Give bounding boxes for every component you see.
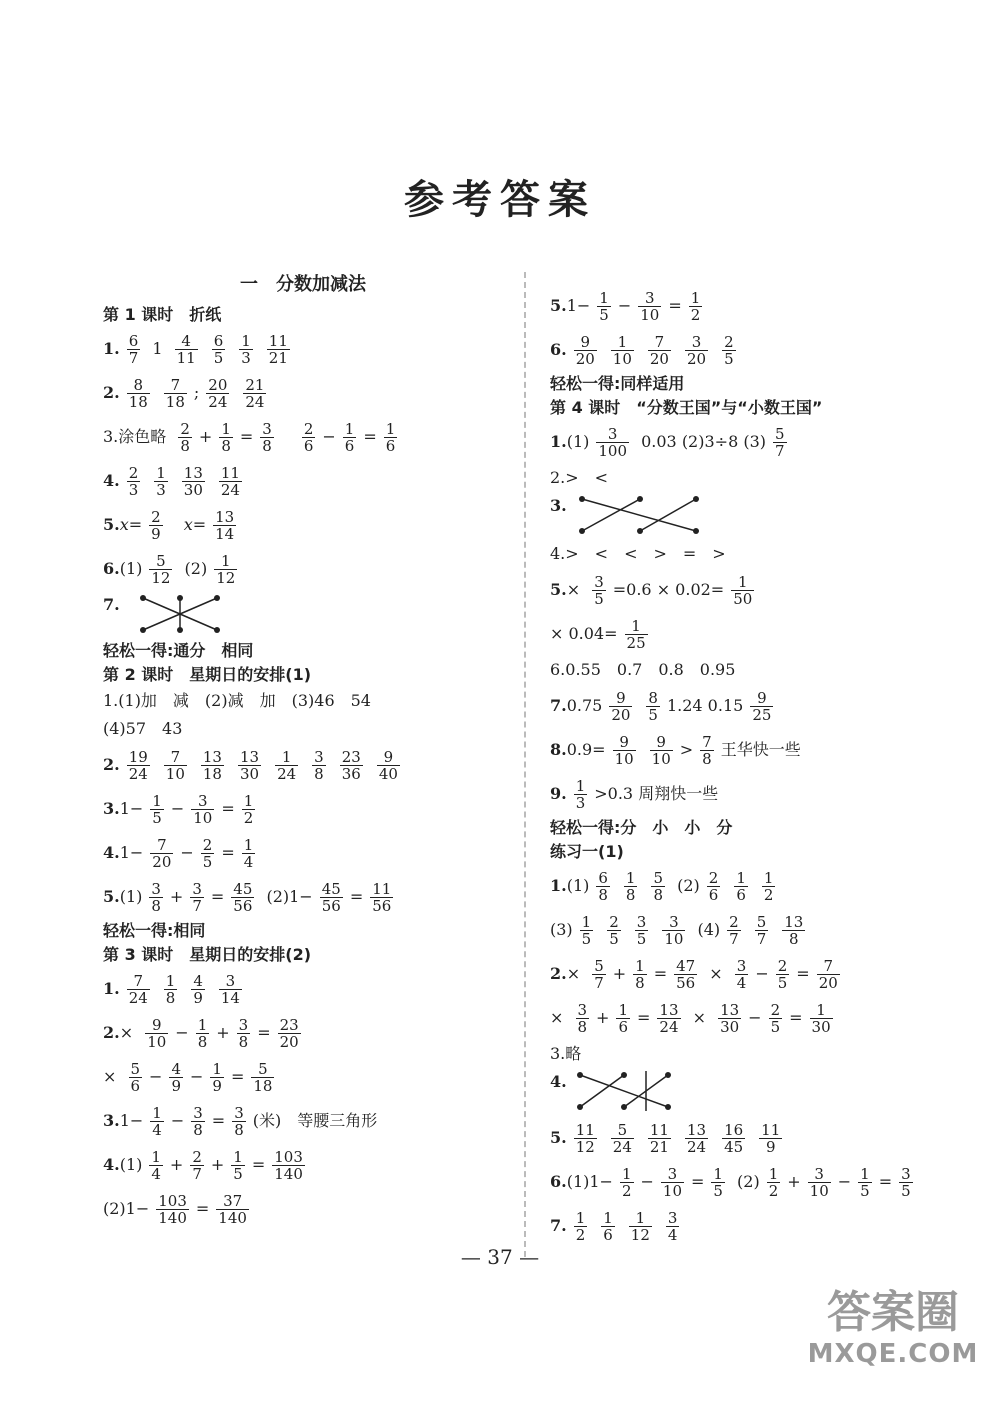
answer-line: 7.0.75 $\frac{9}{20}$ $\frac{8}{5}$ 1.24 0.15 $\frac{9}{25}$ [550,689,772,724]
practice-1-heading: 练习一(1) [550,842,624,861]
answer-line: 5.(1) $\frac{3}{8}$ + $\frac{3}{7}$ = $\frac{45}{56}$ (2)1− $\frac{45}{56}$ = $\frac{11}{56}$ [103,880,392,915]
answer-line: 3.1− $\frac{1}{5}$ − $\frac{3}{10}$ = $\frac{1}{2}$ [103,792,254,827]
answer-line: 8.0.9= $\frac{9}{10}$ $\frac{9}{10}$ > $\frac{7}{8}$ 王华快一些 [550,733,801,768]
answer-line: × 0.04= $\frac{1}{25}$ [550,617,646,652]
answer-text: 周翔快一些 [638,784,719,803]
answer-text: (米) 等腰三角形 [252,1111,378,1130]
answer-line: 6.(1) $\frac{5}{12}$ (2) $\frac{1}{12}$ [103,552,236,587]
lesson-4-heading: 第 4 课时 “分数王国”与“小数王国” [550,398,823,417]
page-title: 参考答案 [404,176,596,223]
watermark-bottom: MXQE.COM [807,1339,979,1369]
answer-line: 6.(1)1− $\frac{1}{2}$ − $\frac{3}{10}$ = $\frac{1}{5}$ (2) $\frac{1}{2}$ + $\frac{3}{10}$ − $\frac{1}{5}$ = $\frac{3}{5}$ [550,1165,911,1200]
answer-line: 2.> < [550,468,609,487]
answer-line: 4.(1) $\frac{1}{4}$ + $\frac{2}{7}$ + $\frac{1}{5}$ = $\frac{103}{140}$ [103,1148,303,1183]
answer-line: 7. $\frac{1}{2}$ $\frac{1}{6}$ $\frac{1}{12}$ $\frac{3}{4}$ [550,1209,678,1244]
answer-line: 4. [550,1069,950,1115]
lesson-1-heading: 第 1 课时 折纸 [103,305,222,324]
answer-line: 3.1− $\frac{1}{4}$ − $\frac{3}{8}$ = $\frac{3}{8}$ (米) 等腰三角形 [103,1104,378,1139]
answer-line: × $\frac{3}{8}$ + $\frac{1}{6}$ = $\frac{13}{24}$ × $\frac{13}{30}$ − $\frac{2}{5}$ = $\frac{1}{30}$ [550,1001,831,1036]
answer-line: 5.1− $\frac{1}{5}$ − $\frac{3}{10}$ = $\frac{1}{2}$ [550,289,701,324]
answer-line: 2.× $\frac{9}{10}$ − $\frac{1}{8}$ + $\frac{3}{8}$ = $\frac{23}{20}$ [103,1016,299,1051]
answer-text: 3.涂色略 [103,427,167,446]
relax-line: 轻松一得:同样适用 [550,374,685,393]
answer-line: 9. $\frac{1}{3}$ >0.3 周翔快一些 [550,777,719,812]
answer-line: 7. [103,592,503,638]
answer-line: 3.涂色略 $\frac{2}{8}$ + $\frac{1}{8}$ = $\frac{3}{8}$ $\frac{2}{6}$ − $\frac{1}{6}$ = $\frac{1}{6}$ [103,420,396,455]
answer-line: 2. $\frac{19}{24}$ $\frac{7}{10}$ $\frac{13}{18}$ $\frac{13}{30}$ $\frac{1}{24}$ $\frac{3}{8}$ $\frac{23}{36}$ $\frac{9}{40}$ [103,748,398,783]
answer-line: 1.(1) $\frac{3}{100}$ 0.03 (2)3÷8 (3) $\frac{5}{7}$ [550,425,785,460]
answer-line: 6. $\frac{9}{20}$ $\frac{1}{10}$ $\frac{7}{20}$ $\frac{3}{20}$ $\frac{2}{5}$ [550,333,734,368]
relax-line: 轻松一得:通分 相同 [103,641,254,660]
answer-line: 4.> < < > = > [550,544,726,563]
answer-line: 1.(1) $\frac{6}{8}$ $\frac{1}{8}$ $\frac{5}{8}$ (2) $\frac{2}{6}$ $\frac{1}{6}$ $\frac{1}{2}$ [550,869,774,904]
lesson-3-heading: 第 3 课时 星期日的安排(2) [103,945,312,964]
relax-line: 轻松一得:分 小 小 分 [550,818,733,837]
answer-line: 2. $\frac{8}{18}$ $\frac{7}{18}$ ; $\frac{20}{24}$ $\frac{21}{24}$ [103,376,265,411]
column-divider [524,272,526,1257]
answer-text: 王华快一些 [720,740,801,759]
matching-lines [572,1069,682,1113]
answer-line: 4. $\frac{2}{3}$ $\frac{1}{3}$ $\frac{13}{30}$ $\frac{11}{24}$ [103,464,240,499]
page-number: — 37 — [460,1245,540,1269]
answer-line: 1. $\frac{7}{24}$ $\frac{1}{8}$ $\frac{4}{9}$ $\frac{3}{14}$ [103,972,240,1007]
answer-line: 5. $\frac{11}{12}$ $\frac{5}{24}$ $\frac{11}{21}$ $\frac{13}{24}$ $\frac{16}{45}$ $\frac{11}{9}$ [550,1121,781,1156]
answer-line: 3.略 [550,1044,582,1063]
answer-line: 5.x= $\frac{2}{9}$ x= $\frac{13}{14}$ [103,508,235,543]
right-column [550,283,950,1249]
answer-line: 4.1− $\frac{7}{20}$ − $\frac{2}{5}$ = $\frac{1}{4}$ [103,836,254,871]
matching-lines [572,493,702,537]
answer-line: 1. $\frac{6}{7}$ 1 $\frac{4}{11}$ $\frac{6}{5}$ $\frac{1}{3}$ $\frac{11}{21}$ [103,332,288,367]
left-column [103,270,503,1232]
answer-line: 3. [550,493,950,539]
answer-line: 5.× $\frac{3}{5}$ =0.6 × 0.02= $\frac{1}{50}$ [550,573,753,608]
answer-line: 2.× $\frac{5}{7}$ + $\frac{1}{8}$ = $\frac{47}{56}$ × $\frac{3}{4}$ − $\frac{2}{5}$ = $\frac{7}{20}$ [550,957,838,992]
answer-line: × $\frac{5}{6}$ − $\frac{4}{9}$ − $\frac{1}{9}$ = $\frac{5}{18}$ [103,1060,273,1095]
answer-line: (4)57 43 [103,719,183,738]
relax-line: 轻松一得:相同 [103,921,206,940]
answer-line: (3) $\frac{1}{5}$ $\frac{2}{5}$ $\frac{3}{5}$ $\frac{3}{10}$ (4) $\frac{2}{7}$ $\frac{5}{7}$ $\frac{13}{8}$ [550,913,804,948]
answer-line: 1.(1)加 减 (2)减 加 (3)46 54 [103,691,371,710]
lesson-2-heading: 第 2 课时 星期日的安排(1) [103,665,312,684]
answer-line: (2)1− $\frac{103}{140}$ = $\frac{37}{140}$ [103,1192,247,1227]
answer-line: 6.0.55 0.7 0.8 0.95 [550,660,736,679]
section-heading: 一 分数加减法 [240,274,366,295]
watermark-logo [798,1287,988,1379]
matching-lines [125,592,225,636]
watermark-top: 答案圈 [827,1287,959,1338]
